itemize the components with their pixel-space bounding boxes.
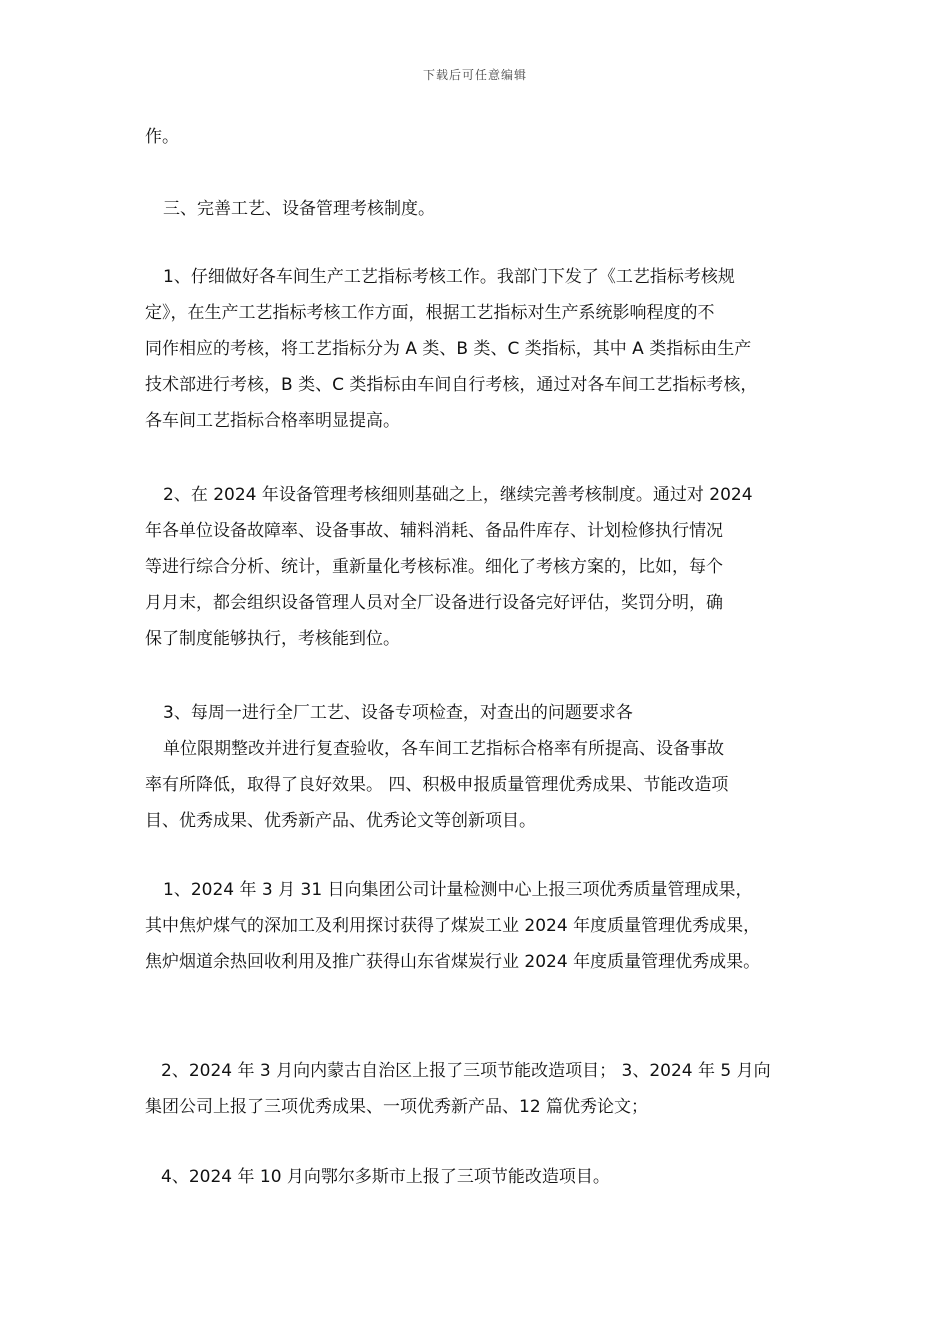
paragraph-line: 同作相应的考核，将工艺指标分为 A 类、B 类、C 类指标，其中 A 类指标由生产 xyxy=(145,339,752,359)
paragraph-line: 等进行综合分析、统计，重新量化考核标准。细化了考核方案的，比如，每个 xyxy=(145,557,723,577)
paragraph-line: 作。 xyxy=(145,127,179,147)
paragraph-line: 其中焦炉煤气的深加工及利用探讨获得了煤炭工业 2024 年度质量管理优秀成果， xyxy=(145,916,761,936)
paragraph-line: 保了制度能够执行，考核能到位。 xyxy=(145,629,400,649)
paragraph-line: 各车间工艺指标合格率明显提高。 xyxy=(145,411,400,431)
paragraph-line: 1、2024 年 3 月 31 日向集团公司计量检测中心上报三项优秀质量管理成果， xyxy=(163,880,753,900)
paragraph-line: 1、仔细做好各车间生产工艺指标考核工作。我部门下发了《工艺指标考核规 xyxy=(163,267,735,287)
paragraph-line: 集团公司上报了三项优秀成果、一项优秀新产品、12 篇优秀论文； xyxy=(145,1097,649,1117)
paragraph-line: 焦炉烟道余热回收利用及推广获得山东省煤炭行业 2024 年度质量管理优秀成果。 xyxy=(145,952,761,972)
paragraph-line: 2、在 2024 年设备管理考核细则基础之上，继续完善考核制度。通过对 2024 xyxy=(163,485,753,505)
paragraph-line: 定》，在生产工艺指标考核工作方面，根据工艺指标对生产系统影响程度的不 xyxy=(145,303,715,323)
paragraph-line: 年各单位设备故障率、设备事故、辅料消耗、备品件库存、计划检修执行情况 xyxy=(145,521,723,541)
paragraph-line: 技术部进行考核，B 类、C 类指标由车间自行考核，通过对各车间工艺指标考核， xyxy=(145,375,758,395)
paragraph-line: 目、优秀成果、优秀新产品、优秀论文等创新项目。 xyxy=(145,811,536,831)
page-header-watermark: 下载后可任意编辑 xyxy=(422,68,527,82)
paragraph-line: 单位限期整改并进行复查验收，各车间工艺指标合格率有所提高、设备事故 xyxy=(163,739,724,759)
paragraph-line: 月月末，都会组织设备管理人员对全厂设备进行设备完好评估，奖罚分明，确 xyxy=(145,593,723,613)
section-heading: 三、完善工艺、设备管理考核制度。 xyxy=(163,199,435,219)
paragraph-line: 率有所降低，取得了良好效果。 四、积极申报质量管理优秀成果、节能改造项 xyxy=(145,775,729,795)
paragraph-line: 3、每周一进行全厂工艺、设备专项检查，对查出的问题要求各 xyxy=(163,703,633,723)
paragraph-line: 4、2024 年 10 月向鄂尔多斯市上报了三项节能改造项目。 xyxy=(161,1167,610,1187)
paragraph-line: 2、2024 年 3 月向内蒙古自治区上报了三项节能改造项目； 3、2024 年 5 月向 xyxy=(161,1061,771,1081)
